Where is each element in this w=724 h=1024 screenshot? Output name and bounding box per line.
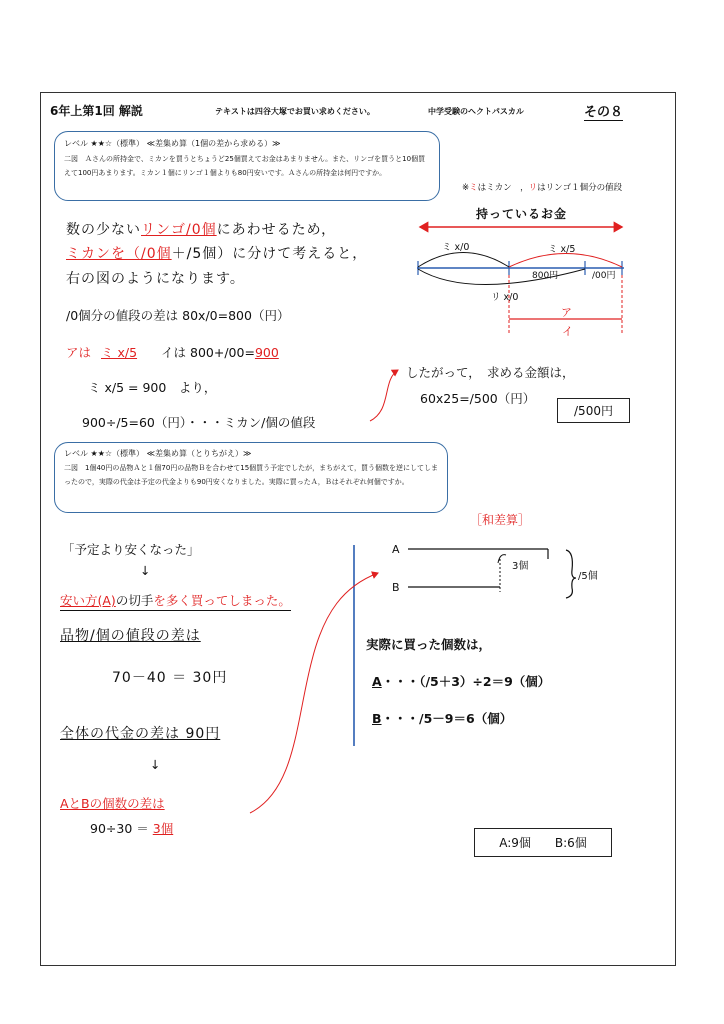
brace-mx15 — [509, 254, 622, 268]
problem1-text: 二図 Ａさんの所持金で、ミカンを買うとちょうど25個買えてお金はあまりません。また、リンゴを買うと10個買えて100円あまります。ミカン１個にリンゴ１個よりも80円安いです。Ａさんの所持金は何円ですか。 — [64, 155, 426, 177]
sol2-line4: 70－40 ＝ 30円 — [112, 670, 228, 686]
sol2-line2-c: を多く買ってしまった。 — [153, 593, 291, 608]
sol1-line2-b: ＋/5個）に分けて考えると， — [171, 246, 368, 262]
diagram2-label-b: B — [392, 581, 400, 594]
sol1-line5-b: ミ x/5 — [101, 345, 138, 360]
diagram1-label-mx15: ミ x/5 — [548, 244, 576, 255]
legend-ringo-text: はリンゴ１個分の値段 — [537, 183, 623, 193]
sol1-line1-a: 数の少ない — [66, 222, 141, 238]
sol1-line6: ミ x/5 = 900 より， — [88, 380, 217, 395]
diagram2-label-15: /5個 — [578, 571, 598, 582]
sol2-line7-b: 3個 — [152, 821, 174, 836]
sol1-line4: /0個分の値段の差は 80x/0=800（円） — [66, 308, 290, 323]
page-title: 6年上第1回 解説 — [50, 104, 143, 118]
arrow-to-conclusion — [370, 370, 398, 421]
problem2-level: レベル ★★☆（標準） ≪差集め算（とりちがえ）≫ — [64, 449, 252, 458]
sol1-line2-a: ミカンを（/0個 — [66, 246, 172, 262]
diagram1-label-100: /00円 — [592, 271, 616, 281]
legend-ringo-mark: リ — [528, 183, 538, 193]
sol2-right3-a: B — [372, 711, 382, 726]
sol1-line5-c: イは 800+/00= — [161, 345, 255, 360]
sol2-line2-b: の切手 — [115, 593, 154, 608]
sol1-line1-c: にあわせるため， — [216, 222, 337, 238]
sol2-right2-a: A — [372, 674, 382, 689]
diagram1-label-800: 800円 — [532, 271, 559, 281]
sol2-line1: 「予定より安くなった」 — [62, 542, 200, 557]
diagram1-label-rx10: リ x/0 — [491, 292, 519, 303]
diagram1-label-a: ア — [561, 306, 572, 319]
sol2-answer: A:9個 B:6個 — [499, 836, 587, 850]
sol2-right1: 実際に買った個数は， — [366, 637, 492, 652]
sol1-line1-b: リンゴ/0個 — [141, 222, 217, 238]
legend-mikan-mark: ミ — [469, 183, 478, 193]
sol2-arrow1: ↓ — [140, 563, 151, 578]
sol2-line6: AとBの個数の差は — [60, 796, 165, 811]
sol2-line7-a: 90÷30 ＝ — [90, 821, 149, 836]
legend-prefix: ※ — [462, 183, 470, 193]
sol2-right2-b: ・・・（/5＋3）÷2＝9（個） — [381, 674, 551, 689]
sol2-arrow2: ↓ — [150, 757, 161, 772]
problem2-text: 二図 1個40円の品物Ａと１個70円の品物Ｂを合わせて15個買う予定でしたが，まちがえて，買う個数を逆にしてしまったので，実際の代金は予定の代金よりも90円安くなりました。実際に買ったＡ，Ｂはそれぞれ何個ですか。 — [64, 464, 439, 486]
arrow-to-diagram2 — [250, 573, 378, 813]
brace-3 — [498, 555, 506, 563]
sol2-right3-b: ・・・/5－9＝6（個） — [381, 711, 513, 726]
problem1-level: レベル ★★☆（標準） ≪差集め算（1個の差から求める）≫ — [64, 139, 281, 148]
diagram2-label-a: A — [392, 543, 400, 556]
legend-mikan-text: はミカン ， — [477, 183, 529, 193]
diagram1-top-label: 持っているお金 — [476, 207, 568, 221]
sol1-line3: 右の図のようになります。 — [66, 271, 245, 287]
brace-15 — [566, 550, 576, 598]
sol1-line7: 900÷/5=60（円）・・・ミカン/個の値段 — [82, 415, 316, 430]
diagram1-label-mx10: ミ x/0 — [442, 242, 470, 253]
diagram2-label-3: 3個 — [512, 561, 529, 572]
sol2-line5: 全体の代金の差は 90円 — [60, 726, 221, 742]
brace-mx10 — [418, 253, 509, 268]
sol2-waza: ［和差算］ — [470, 513, 531, 527]
sol1-line8: したがって， 求める金額は， — [406, 365, 575, 380]
sol1-answer: /500円 — [574, 404, 613, 418]
sol1-line5-d: 900 — [254, 345, 279, 360]
diagram1-label-i: イ — [562, 325, 573, 338]
brace-rx10 — [418, 269, 585, 285]
sol1-line9: 60x25=/500（円） — [420, 391, 536, 406]
sol1-line5-a: アは — [66, 345, 92, 360]
page-label: その８ — [584, 101, 623, 121]
sol2-line3: 品物/個の値段の差は — [60, 628, 201, 644]
sol2-line2-a: 安い方(A) — [60, 593, 116, 608]
text-note: テキストは四谷大塚でお買い求めください。 — [215, 107, 375, 116]
publisher: 中学受験のヘクトパスカル — [428, 107, 524, 116]
